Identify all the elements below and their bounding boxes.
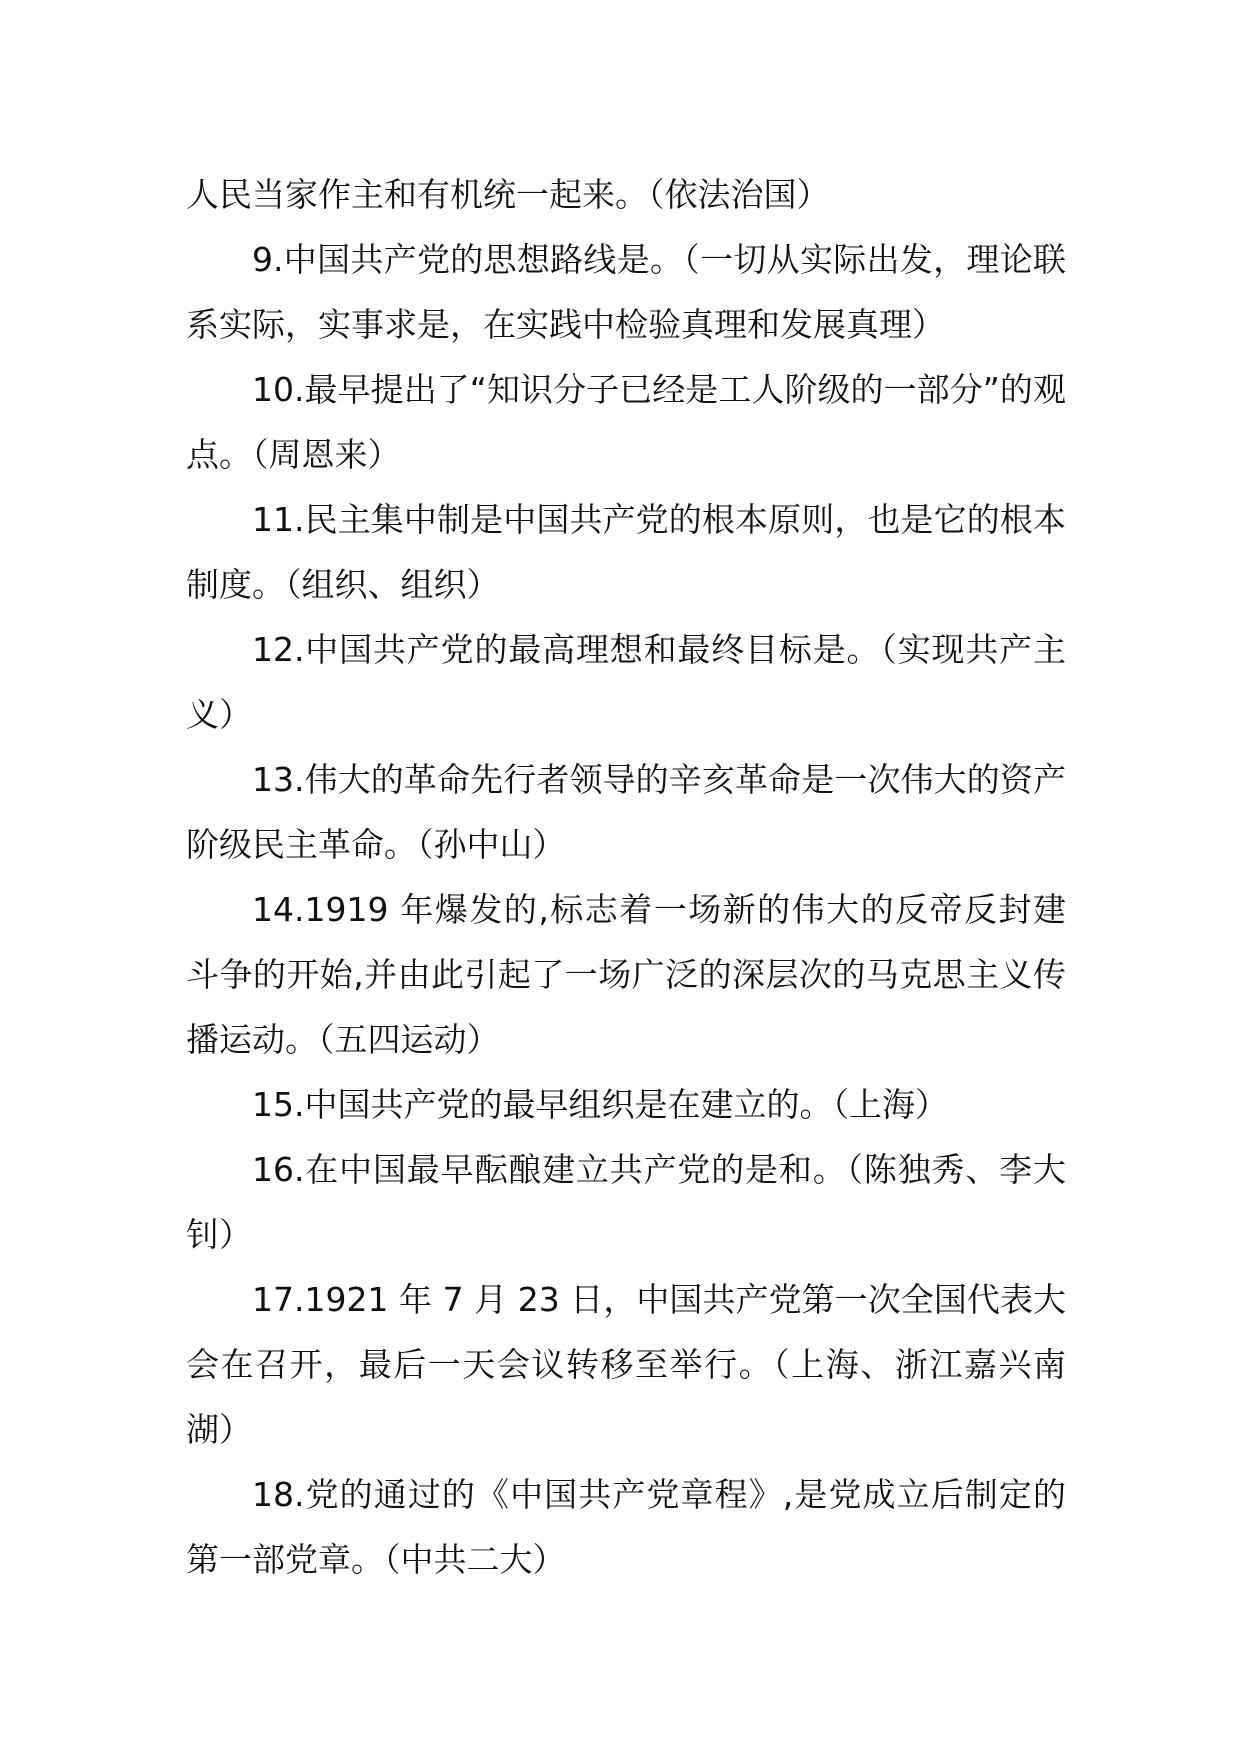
question-16: 16.在中国最早酝酿建立共产党的是和。（陈独秀、李大钊）: [186, 1150, 1066, 1254]
question-15: 15.中国共产党的最早组织是在建立的。（上海）: [252, 1085, 948, 1124]
paragraph-continuation: 人民当家作主和有机统一起来。（依法治国）: [186, 175, 830, 214]
question-14: 14.1919 年爆发的,标志着一场新的伟大的反帝反封建斗争的开始,并由此引起了一场广泛的深层次的马克思主义传播运动。（五四运动）: [186, 890, 1066, 1059]
question-9: 9.中国共产党的思想路线是。（一切从实际出发，理论联系实际，实事求是，在实践中检验真理和发展真理）: [186, 240, 1066, 344]
question-11: 11.民主集中制是中国共产党的根本原则，也是它的根本制度。（组织、组织）: [186, 500, 1066, 604]
document-page: [186, 162, 1066, 1592]
question-10: 10.最早提出了“知识分子已经是工人阶级的一部分”的观点。（周恩来）: [186, 370, 1066, 474]
question-17: 17.1921 年 7 月 23 日，中国共产党第一次全国代表大会在召开，最后一天会议转移至举行。（上海、浙江嘉兴南湖）: [186, 1280, 1066, 1449]
question-12: 12.中国共产党的最高理想和最终目标是。（实现共产主义）: [186, 630, 1066, 734]
question-18: 18.党的通过的《中国共产党章程》,是党成立后制定的第一部党章。（中共二大）: [186, 1475, 1066, 1579]
question-13: 13.伟大的革命先行者领导的辛亥革命是一次伟大的资产阶级民主革命。（孙中山）: [186, 760, 1066, 864]
